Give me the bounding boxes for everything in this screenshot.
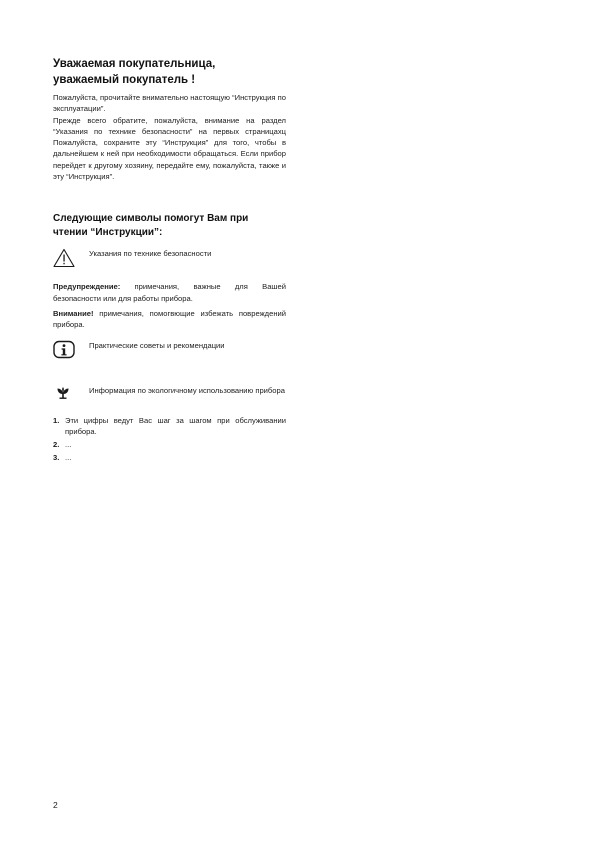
- intro-section: [53, 92, 286, 182]
- step-text: ...: [65, 453, 72, 463]
- intro-paragraph-2: Прежде всего обратите, пожалуйста, внимание на раздел “Указания по технике безопасности” на первых страницахц Пожалуйста, сохраните эту “Инструкция” для того, чтобы в дальнейшем к ней при необходимости обращаться. Если прибор перейдет к другому хозяину, передайте ему, пожалуйста, также и эту “Инструкция”.: [53, 115, 286, 182]
- list-item: [53, 452, 286, 463]
- warning-label: Предупреждение:: [53, 282, 121, 292]
- list-item: [53, 439, 286, 450]
- eco-flower-icon: [53, 385, 89, 405]
- page-number: 2: [53, 800, 58, 810]
- page-heading-line2: уважаемый покупатель !: [53, 73, 196, 86]
- info-symbol-text: Практические советы и рекомендации: [89, 340, 225, 350]
- step-number: 2.: [53, 440, 60, 450]
- step-number: 1.: [53, 415, 60, 425]
- symbols-heading-line1: Следующие символы помогут Вам при: [53, 213, 249, 225]
- main-column: [53, 57, 286, 466]
- eco-symbol-text: Информация по экологичному использованию прибора: [89, 385, 285, 395]
- warning-note: [53, 281, 286, 304]
- step-number: 3.: [53, 453, 60, 463]
- list-item: [53, 415, 286, 438]
- step-text: Эти цифры ведут Вас шаг за шагом при обслуживании прибора.: [65, 415, 286, 436]
- info-symbol-row: [53, 340, 286, 365]
- safety-symbol-row: [53, 248, 286, 273]
- step-text: ...: [65, 440, 72, 450]
- attention-text: примечания, помогвющие избежать повреждений прибора.: [53, 308, 286, 330]
- eco-symbol-row: [53, 385, 286, 405]
- page-heading: [53, 57, 286, 88]
- intro-paragraph-1: Пожалуйста, прочитайте внимательно настоящую “Инструкция по эксплуатации”.: [53, 93, 286, 114]
- symbols-heading-line2: чтении “Инструкции”:: [53, 226, 163, 238]
- page-heading-line1: Уважаемая покупательница,: [53, 58, 216, 70]
- warning-text: примечания, важные для Вашей безопасности или для работы прибора.: [53, 282, 286, 303]
- warning-triangle-icon: [53, 248, 89, 273]
- symbols-heading: [53, 212, 286, 239]
- attention-note: [53, 308, 286, 331]
- attention-label: Внимание!: [53, 308, 94, 318]
- info-icon: [53, 340, 89, 365]
- safety-symbol-text: Указания по технике безопасности: [89, 249, 212, 259]
